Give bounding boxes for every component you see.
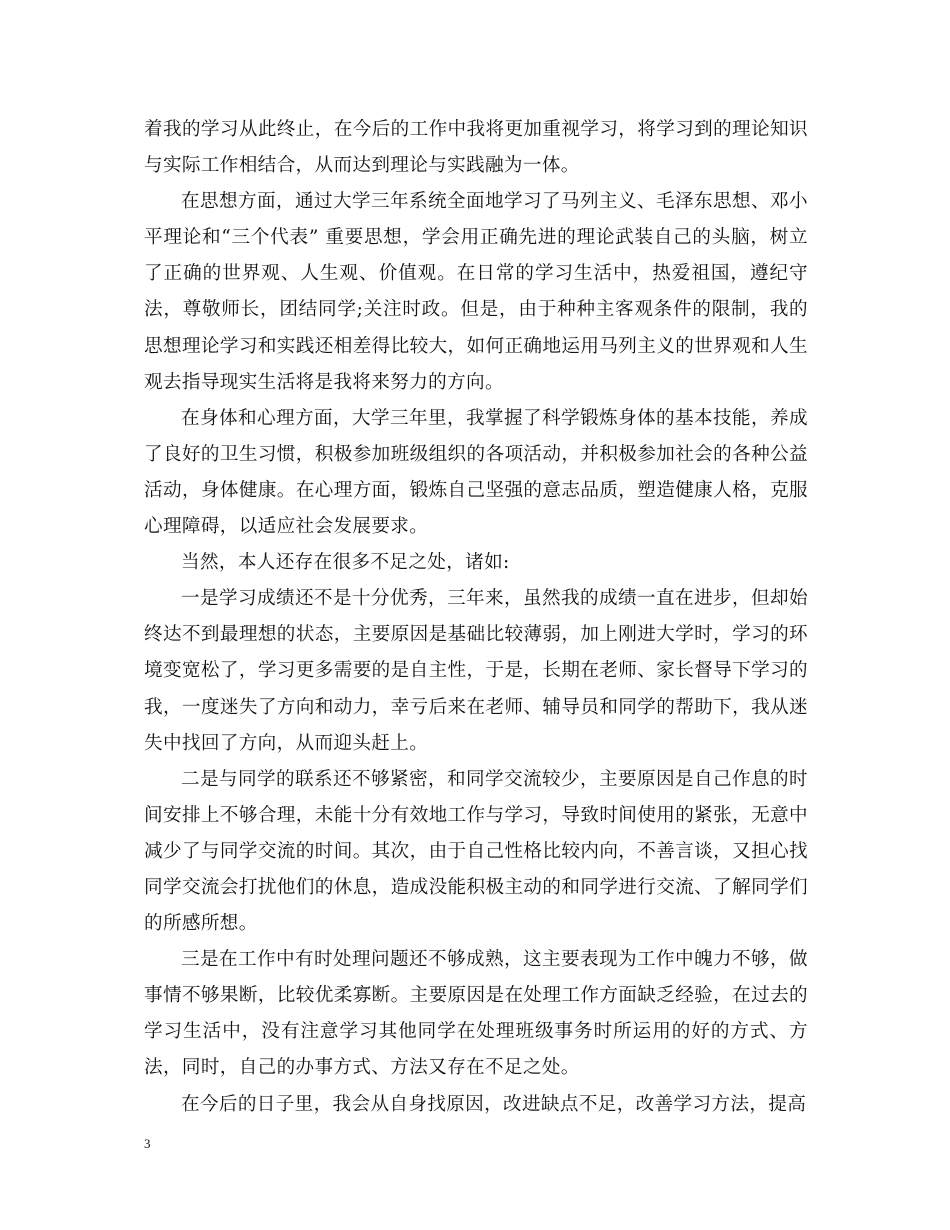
page-number: 3 (144, 1136, 151, 1151)
paragraph: 三是在工作中有时处理问题还不够成熟，这主要表现为工作中魄力不够，做事情不够果断，比较优柔寡断。主要原因是在处理工作方面缺乏经验，在过去的学习生活中，没有注意学习其他同学在处理班级事务时所运用的好的方式、方法，同时，自己的办事方式、方法又存在不足之处。 (144, 949, 808, 1079)
paragraph: 在思想方面，通过大学三年系统全面地学习了马列主义、毛泽东思想、邓小平理论和“三个代表” 重要思想，学会用正确先进的理论武装自己的头脑，树立了正确的世界观、人生观、价值观。在日常的学习生活中，热爱祖国，遵纪守法，尊敬师长，团结同学;关注时政。但是，由于种种主客观条件的限制，我的思想理论学习和实践还相差得比较大，如何正确地运用马列主义的世界观和人生观去指导现实生活将是我将来努力的方向。 (144, 191, 808, 393)
paragraph: 在今后的日子里，我会从自身找原因，改进缺点不足，改善学习方法，提高 (181, 1093, 807, 1115)
document-body (144, 112, 808, 1123)
paragraph: 二是与同学的联系还不够紧密，和同学交流较少，主要原因是自己作息的时间安排上不够合理，未能十分有效地工作与学习，导致时间使用的紧张，无意中减少了与同学交流的时间。其次，由于自己性格比较内向，不善言谈，又担心找同学交流会打扰他们的休息，造成没能积极主动的和同学进行交流、了解同学们的所感所想。 (144, 768, 808, 935)
paragraph: 着我的学习从此终止，在今后的工作中我将更加重视学习，将学习到的理论知识与实际工作相结合，从而达到理论与实践融为一体。 (144, 119, 808, 177)
paragraph: 一是学习成绩还不是十分优秀，三年来，虽然我的成绩一直在进步，但却始终达不到最理想的状态，主要原因是基础比较薄弱，加上刚进大学时，学习的环境变宽松了，学习更多需要的是自主性，于是，长期在老师、家长督导下学习的我，一度迷失了方向和动力，幸亏后来在老师、辅导员和同学的帮助下，我从迷失中找回了方向，从而迎头赶上。 (144, 588, 808, 754)
paragraph: 在身体和心理方面，大学三年里，我掌握了科学锻炼身体的基本技能，养成了良好的卫生习惯，积极参加班级组织的各项活动，并积极参加社会的各种公益活动，身体健康。在心理方面，锻炼自己坚强的意志品质，塑造健康人格，克服心理障碍，以适应社会发展要求。 (144, 407, 808, 538)
paragraph: 当然，本人还存在很多不足之处，诸如: (181, 552, 510, 574)
